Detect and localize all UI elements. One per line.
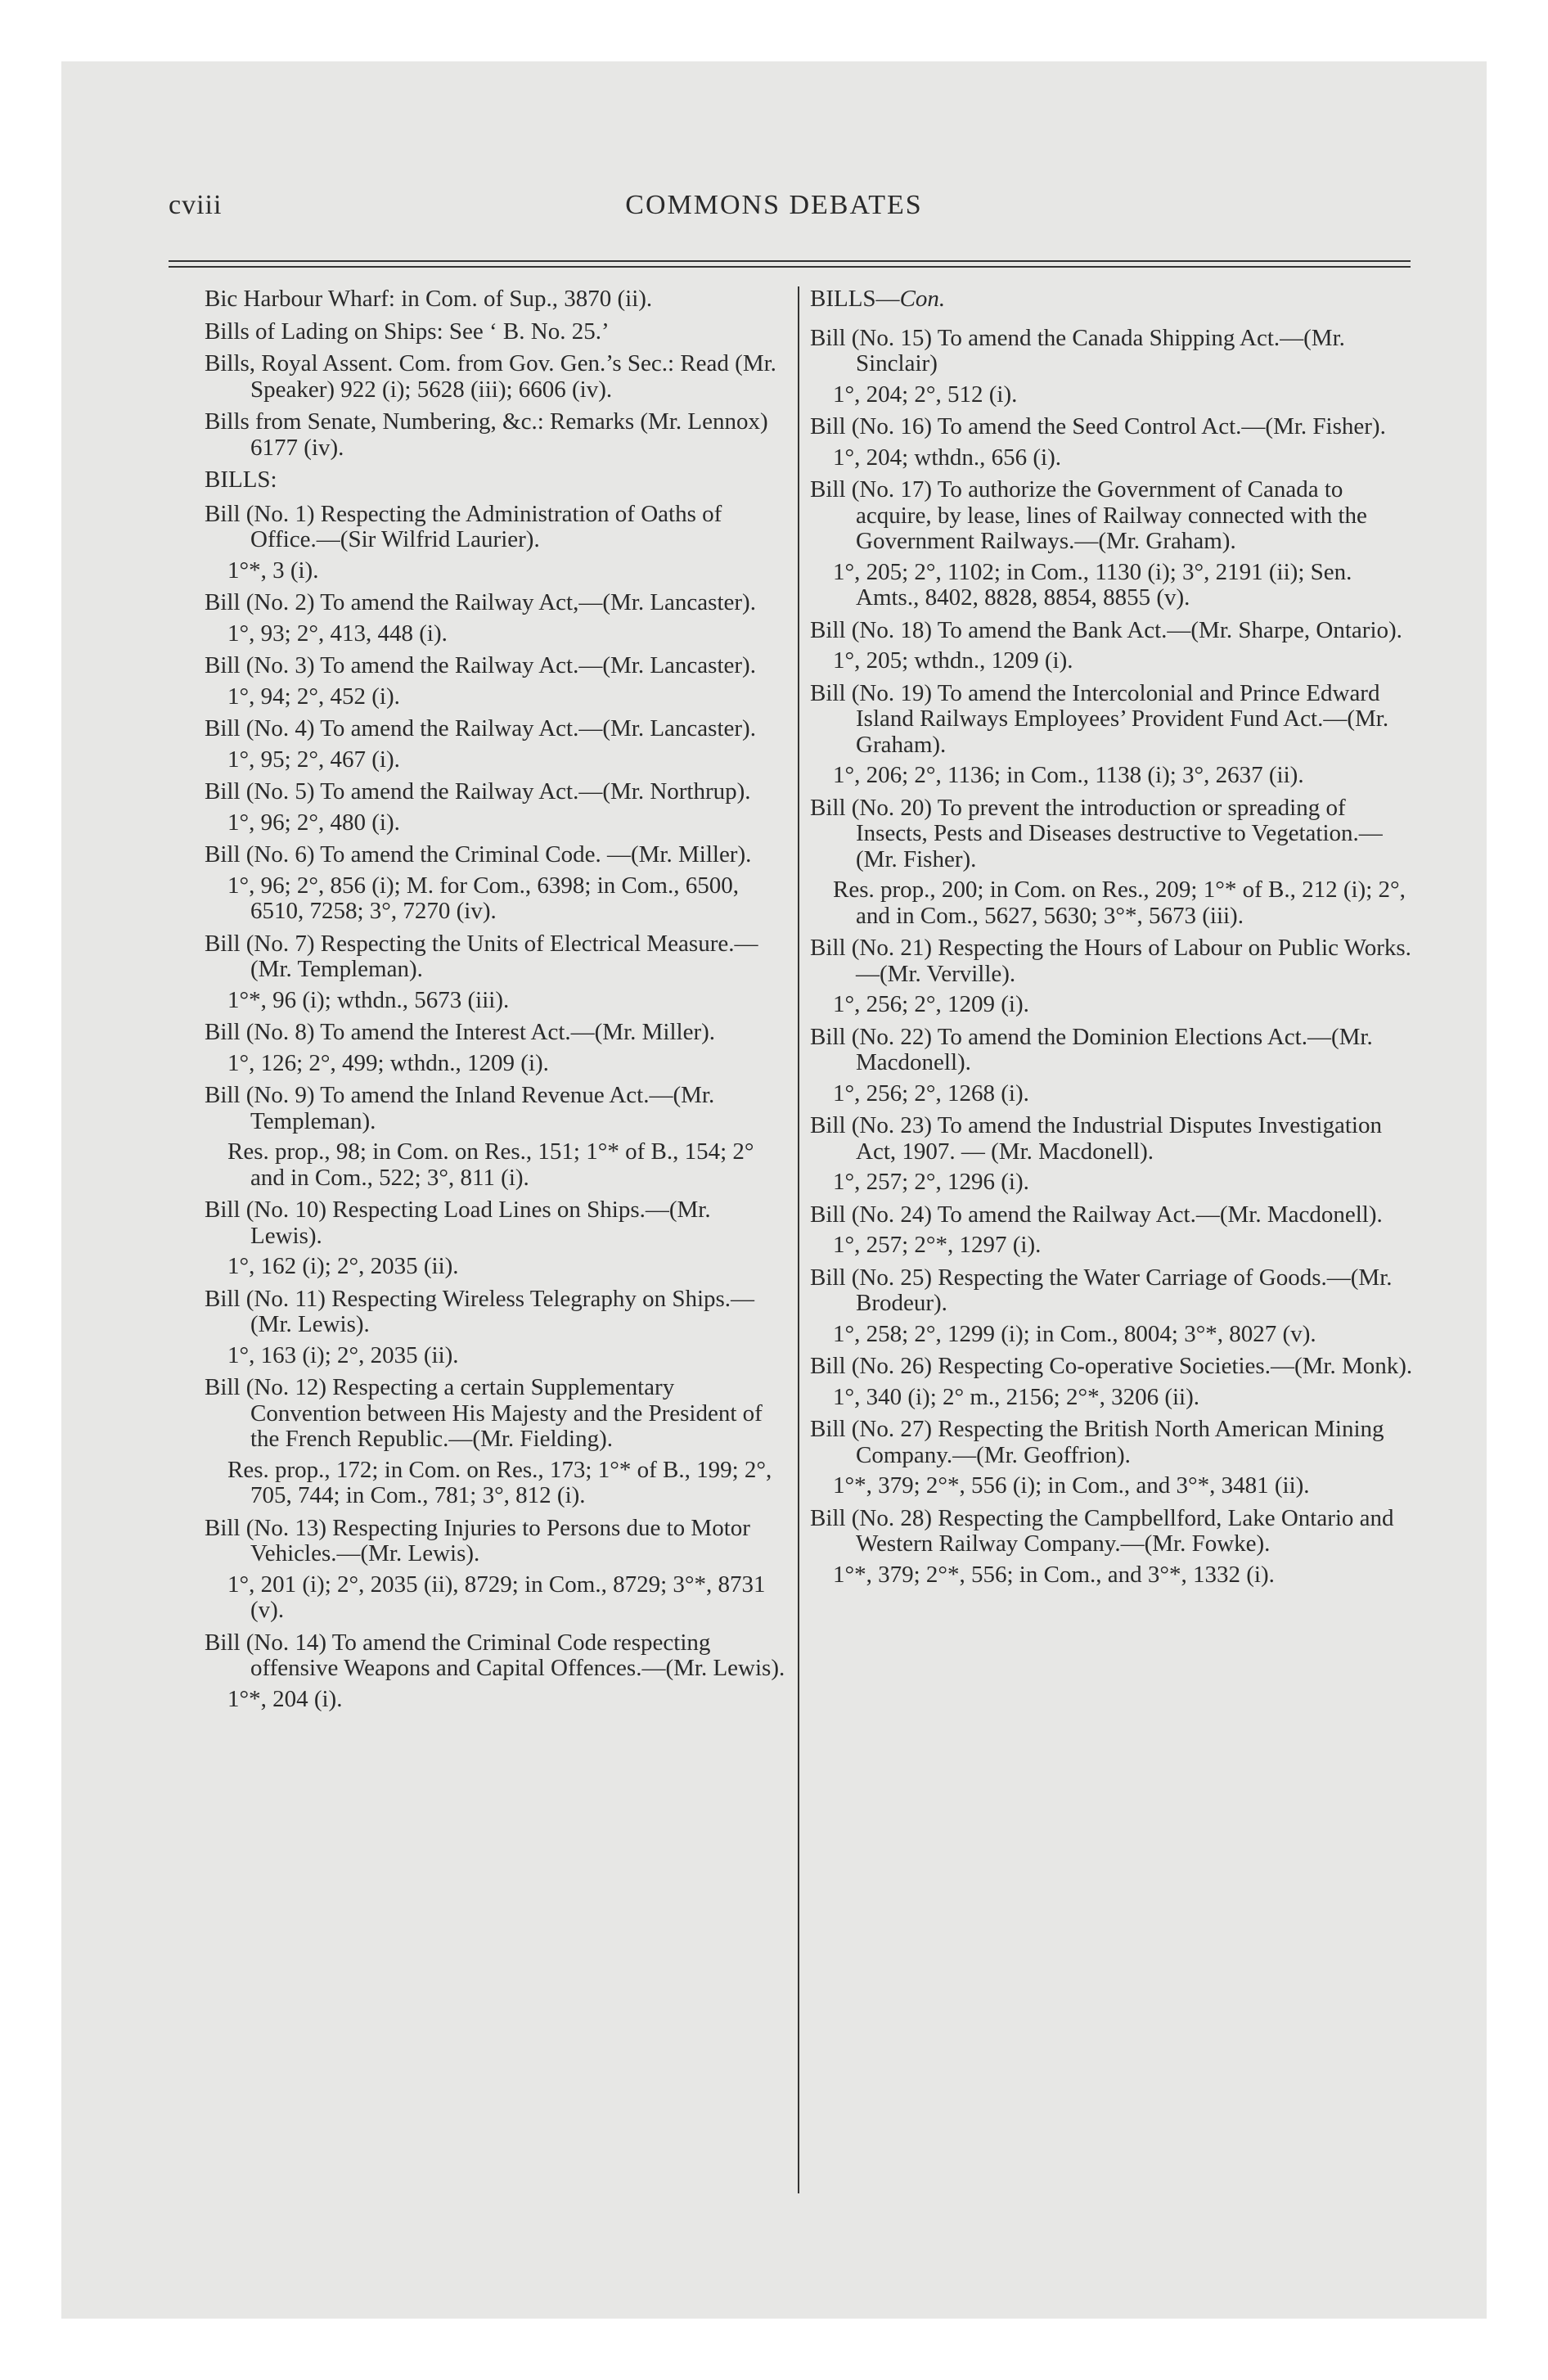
- entry-references: 1°, 95; 2°, 467 (i).: [227, 746, 400, 773]
- continued-suffix: Con.: [899, 286, 946, 312]
- entry-heading: Bills of Lading on Ships: See ‘ B. No. 25.’: [205, 318, 610, 345]
- entry-heading: Bill (No. 27) Respecting the British North American Mining Company.—(Mr. Geoffrion).: [810, 1416, 1384, 1468]
- index-entry: [205, 653, 785, 710]
- entry-heading: Bill (No. 5) To amend the Railway Act.—(Mr. Northrup).: [205, 778, 751, 805]
- header-rule-bottom: [169, 266, 1411, 268]
- index-entry: [205, 1516, 785, 1624]
- entry-heading: Bill (No. 7) Respecting the Units of Electrical Measure.—(Mr. Templeman).: [205, 930, 758, 982]
- index-entry: [205, 1630, 785, 1713]
- entry-heading: Bill (No. 1) Respecting the Administration of Oaths of Office.—(Sir Wilfrid Laurier).: [205, 500, 722, 552]
- index-entry: [205, 842, 785, 925]
- index-entry: [810, 796, 1415, 930]
- entry-heading: Bill (No. 21) Respecting the Hours of Labour on Public Works.—(Mr. Verville).: [810, 935, 1411, 987]
- index-entry: [810, 1113, 1415, 1196]
- entry-references: 1°, 204; wthdn., 656 (i).: [833, 444, 1062, 471]
- index-entry: [205, 716, 785, 773]
- entry-references: 1°*, 3 (i).: [227, 557, 319, 584]
- index-entry: [205, 1083, 785, 1191]
- index-entry: [810, 1506, 1415, 1589]
- entry-heading: Bill (No. 23) To amend the Industrial Disputes Investigation Act, 1907. — (Mr. Macdonell).: [810, 1112, 1382, 1165]
- right-column: [810, 286, 1415, 1594]
- entry-heading: Bill (No. 13) Respecting Injuries to Persons due to Motor Vehicles.—(Mr. Lewis).: [205, 1514, 750, 1566]
- entry-heading: Bills, Royal Assent. Com. from Gov. Gen.’s Sec.: Read (Mr. Speaker) 922 (i); 5628 (iii); 6606 (iv).: [205, 350, 776, 403]
- entry-heading: Bill (No. 15) To amend the Canada Shipping Act.—(Mr. Sinclair): [810, 324, 1345, 376]
- entry-references: Res. prop., 172; in Com. on Res., 173; 1°* of B., 199; 2°, 705, 744; in Com., 781; 3°, 812 (i).: [227, 1456, 772, 1508]
- header-rule-top: [169, 260, 1411, 262]
- index-entry: [205, 286, 785, 313]
- index-entry: [205, 1375, 785, 1509]
- entry-heading: Bill (No. 3) To amend the Railway Act.—(Mr. Lancaster).: [205, 652, 756, 678]
- index-entry: [810, 1417, 1415, 1499]
- entry-references: 1°, 206; 2°, 1136; in Com., 1138 (i); 3°, 2637 (ii).: [833, 762, 1304, 788]
- index-entry: [205, 409, 785, 461]
- index-entry: [205, 779, 785, 836]
- index-entry: [810, 618, 1415, 674]
- entry-references: 1°, 256; 2°, 1268 (i).: [833, 1080, 1029, 1107]
- column-divider: [798, 286, 799, 2193]
- bill-list-right: [810, 326, 1415, 1589]
- section-title: BILLS:: [205, 467, 277, 493]
- running-head: COMMONS DEBATES: [625, 190, 923, 220]
- entry-heading: Bill (No. 8) To amend the Interest Act.—(Mr. Miller).: [205, 1019, 716, 1045]
- entry-references: 1°*, 204 (i).: [227, 1685, 343, 1712]
- entry-references: 1°, 340 (i); 2° m., 2156; 2°*, 3206 (ii).: [833, 1383, 1200, 1410]
- entry-heading: Bill (No. 11) Respecting Wireless Telegraphy on Ships.—(Mr. Lewis).: [205, 1285, 755, 1337]
- entry-references: 1°, 205; 2°, 1102; in Com., 1130 (i); 3°, 2191 (ii); Sen. Amts., 8402, 8828, 8854, 8855 (v).: [833, 558, 1352, 611]
- entry-heading: Bill (No. 2) To amend the Railway Act,—(Mr. Lancaster).: [205, 589, 756, 615]
- entry-references: 1°, 126; 2°, 499; wthdn., 1209 (i).: [227, 1049, 549, 1076]
- entry-references: 1°, 257; 2°, 1296 (i).: [833, 1169, 1029, 1195]
- index-entry: [205, 502, 785, 584]
- index-entry: [810, 1354, 1415, 1410]
- intro-entries: [205, 286, 785, 461]
- entry-heading: Bill (No. 22) To amend the Dominion Elections Act.—(Mr. Macdonell).: [810, 1023, 1373, 1075]
- entry-references: Res. prop., 200; in Com. on Res., 209; 1°* of B., 212 (i); 2°, and in Com., 5627, 5630; 3°*, 5673 (iii).: [833, 877, 1406, 929]
- index-entry: [205, 351, 785, 403]
- entry-heading: Bic Harbour Wharf: in Com. of Sup., 3870 (ii).: [205, 286, 653, 312]
- entry-references: 1°, 256; 2°, 1209 (i).: [833, 991, 1029, 1017]
- index-entry: [205, 319, 785, 345]
- entry-heading: Bills from Senate, Numbering, &c.: Remarks (Mr. Lennox) 6177 (iv).: [205, 408, 768, 461]
- entry-references: 1°, 204; 2°, 512 (i).: [833, 381, 1018, 408]
- entry-references: Res. prop., 98; in Com. on Res., 151; 1°* of B., 154; 2° and in Com., 522; 3°, 811 (i).: [227, 1138, 754, 1191]
- entry-heading: Bill (No. 19) To amend the Intercolonial and Prince Edward Island Railways Employees’ Provident Fund Act.—(Mr. Graham).: [810, 679, 1389, 758]
- left-column: [205, 286, 785, 1719]
- entry-references: 1°, 162 (i); 2°, 2035 (ii).: [227, 1253, 459, 1279]
- entry-heading: Bill (No. 6) To amend the Criminal Code. —(Mr. Miller).: [205, 841, 752, 868]
- entry-heading: Bill (No. 14) To amend the Criminal Code respecting offensive Weapons and Capital Offences.—(Mr. Lewis).: [205, 1629, 785, 1681]
- entry-references: 1°, 258; 2°, 1299 (i); in Com., 8004; 3°*, 8027 (v).: [833, 1320, 1316, 1347]
- entry-heading: Bill (No. 26) Respecting Co-operative Societies.—(Mr. Monk).: [810, 1353, 1413, 1379]
- entry-heading: Bill (No. 25) Respecting the Water Carriage of Goods.—(Mr. Brodeur).: [810, 1264, 1393, 1316]
- index-entry: [810, 477, 1415, 611]
- entry-references: 1°*, 96 (i); wthdn., 5673 (iii).: [227, 986, 510, 1013]
- entry-heading: Bill (No. 16) To amend the Seed Control Act.—(Mr. Fisher).: [810, 413, 1386, 439]
- bill-list-left: [205, 502, 785, 1713]
- index-entry: [810, 1202, 1415, 1259]
- entry-heading: Bill (No. 28) Respecting the Campbellford, Lake Ontario and Western Railway Company.—(Mr. Fowke).: [810, 1504, 1394, 1557]
- index-entry: [205, 590, 785, 647]
- entry-references: 1°, 96; 2°, 856 (i); M. for Com., 6398; in Com., 6500, 6510, 7258; 3°, 7270 (iv).: [227, 872, 739, 924]
- page-number: cviii: [169, 190, 223, 220]
- entry-references: 1°, 96; 2°, 480 (i).: [227, 809, 400, 836]
- index-entry: [205, 1287, 785, 1369]
- entry-heading: Bill (No. 18) To amend the Bank Act.—(Mr. Sharpe, Ontario).: [810, 616, 1402, 643]
- continued-title-text: BILLS—: [810, 286, 900, 312]
- index-entry: [205, 931, 785, 1014]
- continued-title: [810, 286, 1415, 313]
- entry-references: 1°*, 379; 2°*, 556; in Com., and 3°*, 1332 (i).: [833, 1561, 1275, 1588]
- index-entry: [810, 681, 1415, 789]
- entry-references: 1°, 93; 2°, 413, 448 (i).: [227, 620, 448, 647]
- index-entry: [810, 935, 1415, 1018]
- entry-heading: Bill (No. 9) To amend the Inland Revenue Act.—(Mr. Templeman).: [205, 1082, 715, 1134]
- entry-heading: Bill (No. 10) Respecting Load Lines on Ships.—(Mr. Lewis).: [205, 1197, 711, 1249]
- entry-heading: Bill (No. 17) To authorize the Government of Canada to acquire, by lease, lines of Railway connected with the Government Railways.—(Mr. Graham).: [810, 476, 1367, 554]
- index-entry: [810, 414, 1415, 471]
- index-entry: [810, 1265, 1415, 1348]
- entry-references: 1°, 257; 2°*, 1297 (i).: [833, 1232, 1042, 1258]
- entry-references: 1°, 201 (i); 2°, 2035 (ii), 8729; in Com., 8729; 3°*, 8731 (v).: [227, 1571, 766, 1623]
- entry-references: 1°, 163 (i); 2°, 2035 (ii).: [227, 1341, 459, 1368]
- index-entry: [205, 1197, 785, 1280]
- index-entry: [810, 326, 1415, 408]
- entry-heading: Bill (No. 12) Respecting a certain Supplementary Convention between His Majesty and the President of the French Republic.—(Mr. Fielding).: [205, 1374, 763, 1452]
- entry-heading: Bill (No. 24) To amend the Railway Act.—(Mr. Macdonell).: [810, 1201, 1383, 1228]
- entry-references: 1°*, 379; 2°*, 556 (i); in Com., and 3°*, 3481 (ii).: [833, 1472, 1310, 1499]
- entry-heading: Bill (No. 4) To amend the Railway Act.—(Mr. Lancaster).: [205, 715, 756, 741]
- entry-heading: Bill (No. 20) To prevent the introduction or spreading of Insects, Pests and Diseases destructive to Vegetation.—(Mr. Fisher).: [810, 794, 1383, 872]
- index-entry: [205, 1020, 785, 1076]
- entry-references: 1°, 94; 2°, 452 (i).: [227, 683, 400, 710]
- entry-references: 1°, 205; wthdn., 1209 (i).: [833, 647, 1073, 674]
- index-entry: [810, 1025, 1415, 1107]
